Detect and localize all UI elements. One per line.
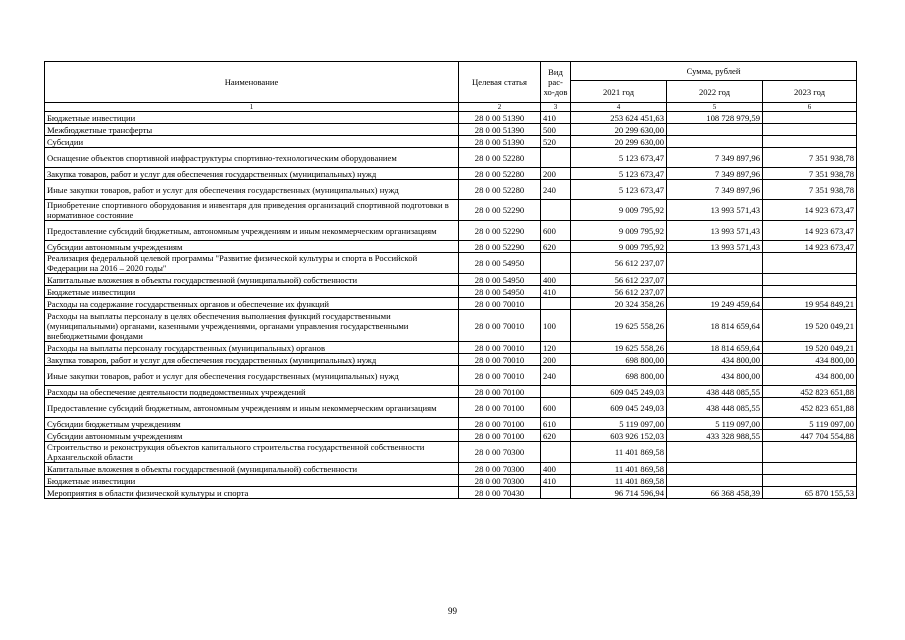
cell-2021: 5 119 097,00 <box>571 418 667 430</box>
cell-vid: 410 <box>541 286 571 298</box>
table-row <box>45 253 857 274</box>
cell-2021: 20 324 358,26 <box>571 298 667 310</box>
cell-2021: 5 123 673,47 <box>571 168 667 180</box>
cell-name: Бюджетные инвестиции <box>45 112 459 124</box>
cell-2023 <box>763 442 857 463</box>
cell-code: 28 0 00 70100 <box>459 418 541 430</box>
cell-2022: 19 249 459,64 <box>667 298 763 310</box>
cell-2022: 108 728 979,59 <box>667 112 763 124</box>
table-row <box>45 398 857 418</box>
header-sum: Сумма, рублей <box>571 62 857 81</box>
cell-2023: 14 923 673,47 <box>763 241 857 253</box>
table-row <box>45 274 857 286</box>
cell-name: Расходы на выплаты персоналу в целях обеспечения выполнения функций государственными (муниципальными) органами, казенными учреждениями, органами управления государственными внебюджетными фондами <box>45 310 459 342</box>
cell-2021: 9 009 795,92 <box>571 241 667 253</box>
table-row <box>45 310 857 342</box>
cell-name: Оснащение объектов спортивной инфраструктуры спортивно-технологическим оборудованием <box>45 148 459 168</box>
cell-code: 28 0 00 70300 <box>459 442 541 463</box>
index-cell: 5 <box>667 103 763 112</box>
cell-code: 28 0 00 52290 <box>459 241 541 253</box>
cell-code: 28 0 00 54950 <box>459 286 541 298</box>
cell-2022 <box>667 136 763 148</box>
cell-name: Закупка товаров, работ и услуг для обеспечения государственных (муниципальных) нужд <box>45 168 459 180</box>
cell-name: Закупка товаров, работ и услуг для обеспечения государственных (муниципальных) нужд <box>45 354 459 366</box>
cell-2023: 14 923 673,47 <box>763 221 857 241</box>
cell-vid: 240 <box>541 180 571 200</box>
cell-vid: 600 <box>541 221 571 241</box>
cell-code: 28 0 00 52280 <box>459 180 541 200</box>
cell-2021: 19 625 558,26 <box>571 310 667 342</box>
header-2022: 2022 год <box>667 81 763 103</box>
table-row <box>45 286 857 298</box>
cell-2022: 438 448 085,55 <box>667 386 763 398</box>
cell-2021: 11 401 869,58 <box>571 475 667 487</box>
cell-name: Субсидии автономным учреждениям <box>45 241 459 253</box>
cell-vid: 620 <box>541 241 571 253</box>
cell-code: 28 0 00 70010 <box>459 366 541 386</box>
cell-name: Бюджетные инвестиции <box>45 475 459 487</box>
cell-vid: 600 <box>541 398 571 418</box>
cell-name: Расходы на содержание государственных органов и обеспечение их функций <box>45 298 459 310</box>
cell-2023 <box>763 253 857 274</box>
cell-2023: 434 800,00 <box>763 354 857 366</box>
cell-2021: 698 800,00 <box>571 366 667 386</box>
cell-2022 <box>667 253 763 274</box>
cell-name: Предоставление субсидий бюджетным, автономным учреждениям и иным некоммерческим организациям <box>45 221 459 241</box>
cell-name: Капитальные вложения в объекты государственной (муниципальной) собственности <box>45 274 459 286</box>
header-vid: Вид рас-хо-дов <box>541 62 571 103</box>
cell-2023: 65 870 155,53 <box>763 487 857 499</box>
cell-code: 28 0 00 70100 <box>459 398 541 418</box>
cell-vid: 410 <box>541 112 571 124</box>
cell-vid: 200 <box>541 354 571 366</box>
cell-2022: 66 368 458,39 <box>667 487 763 499</box>
cell-2022: 13 993 571,43 <box>667 241 763 253</box>
index-cell: 6 <box>763 103 857 112</box>
cell-2021: 253 624 451,63 <box>571 112 667 124</box>
cell-name: Расходы на выплаты персоналу государственных (муниципальных) органов <box>45 342 459 354</box>
cell-code: 28 0 00 70010 <box>459 342 541 354</box>
cell-vid: 200 <box>541 168 571 180</box>
page-number: 99 <box>448 606 457 616</box>
cell-2023: 452 823 651,88 <box>763 398 857 418</box>
cell-2021: 56 612 237,07 <box>571 274 667 286</box>
cell-2022 <box>667 475 763 487</box>
cell-2022: 438 448 085,55 <box>667 398 763 418</box>
cell-2021: 698 800,00 <box>571 354 667 366</box>
cell-2022 <box>667 442 763 463</box>
cell-vid <box>541 298 571 310</box>
table-row <box>45 487 857 499</box>
header-code: Целевая статья <box>459 62 541 103</box>
cell-name: Мероприятия в области физической культуры и спорта <box>45 487 459 499</box>
cell-2022 <box>667 124 763 136</box>
cell-2023 <box>763 286 857 298</box>
table-row <box>45 148 857 168</box>
cell-2021: 5 123 673,47 <box>571 148 667 168</box>
cell-code: 28 0 00 70010 <box>459 298 541 310</box>
cell-vid <box>541 487 571 499</box>
cell-name: Приобретение спортивного оборудования и инвентаря для приведения организаций спортивной подготовки в нормативное состояние <box>45 200 459 221</box>
cell-2021: 56 612 237,07 <box>571 286 667 298</box>
cell-2021: 20 299 630,00 <box>571 136 667 148</box>
cell-code: 28 0 00 70300 <box>459 463 541 475</box>
cell-2022 <box>667 463 763 475</box>
index-row <box>45 103 857 112</box>
cell-code: 28 0 00 51390 <box>459 124 541 136</box>
cell-code: 28 0 00 52280 <box>459 168 541 180</box>
cell-2023 <box>763 475 857 487</box>
cell-code: 28 0 00 54950 <box>459 274 541 286</box>
cell-vid: 410 <box>541 475 571 487</box>
index-cell: 2 <box>459 103 541 112</box>
cell-2022: 18 814 659,64 <box>667 310 763 342</box>
cell-code: 28 0 00 70010 <box>459 310 541 342</box>
index-cell: 3 <box>541 103 571 112</box>
cell-2022 <box>667 274 763 286</box>
cell-name: Субсидии бюджетным учреждениям <box>45 418 459 430</box>
cell-2022: 5 119 097,00 <box>667 418 763 430</box>
cell-vid: 100 <box>541 310 571 342</box>
table-row <box>45 463 857 475</box>
cell-2023 <box>763 274 857 286</box>
cell-2022: 433 328 988,55 <box>667 430 763 442</box>
cell-code: 28 0 00 51390 <box>459 136 541 148</box>
cell-2023 <box>763 112 857 124</box>
cell-vid: 500 <box>541 124 571 136</box>
cell-2023: 7 351 938,78 <box>763 168 857 180</box>
table-row <box>45 136 857 148</box>
cell-code: 28 0 00 52290 <box>459 200 541 221</box>
cell-vid <box>541 442 571 463</box>
cell-2021: 11 401 869,58 <box>571 463 667 475</box>
cell-vid: 610 <box>541 418 571 430</box>
cell-2023: 14 923 673,47 <box>763 200 857 221</box>
table-row <box>45 241 857 253</box>
cell-name: Реализация федеральной целевой программы "Развитие физической культуры и спорта в Российской Федерации на 2016 – 2020 годы" <box>45 253 459 274</box>
cell-2023 <box>763 124 857 136</box>
cell-2022: 13 993 571,43 <box>667 221 763 241</box>
table-row <box>45 430 857 442</box>
table-row <box>45 124 857 136</box>
cell-vid <box>541 148 571 168</box>
cell-2022: 7 349 897,96 <box>667 168 763 180</box>
header-2023: 2023 год <box>763 81 857 103</box>
cell-2023: 7 351 938,78 <box>763 180 857 200</box>
cell-2022: 7 349 897,96 <box>667 148 763 168</box>
cell-2023: 19 520 049,21 <box>763 310 857 342</box>
cell-2023 <box>763 463 857 475</box>
index-cell: 1 <box>45 103 459 112</box>
cell-2021: 96 714 596,94 <box>571 487 667 499</box>
cell-vid <box>541 253 571 274</box>
cell-name: Капитальные вложения в объекты государственной (муниципальной) собственности <box>45 463 459 475</box>
cell-name: Иные закупки товаров, работ и услуг для обеспечения государственных (муниципальных) нужд <box>45 180 459 200</box>
index-cell: 4 <box>571 103 667 112</box>
table-row <box>45 342 857 354</box>
cell-code: 28 0 00 70010 <box>459 354 541 366</box>
cell-name: Строительство и реконструкция объектов капитального строительства государственной собственности Архангельской области <box>45 442 459 463</box>
cell-name: Субсидии <box>45 136 459 148</box>
cell-name: Субсидии автономным учреждениям <box>45 430 459 442</box>
cell-2023 <box>763 136 857 148</box>
cell-2023: 7 351 938,78 <box>763 148 857 168</box>
cell-2021: 609 045 249,03 <box>571 386 667 398</box>
cell-2021: 19 625 558,26 <box>571 342 667 354</box>
header-2021: 2021 год <box>571 81 667 103</box>
cell-code: 28 0 00 70100 <box>459 430 541 442</box>
cell-2023: 452 823 651,88 <box>763 386 857 398</box>
cell-vid: 520 <box>541 136 571 148</box>
cell-vid: 120 <box>541 342 571 354</box>
cell-2021: 609 045 249,03 <box>571 398 667 418</box>
cell-2022: 13 993 571,43 <box>667 200 763 221</box>
cell-2023: 19 954 849,21 <box>763 298 857 310</box>
cell-2022: 434 800,00 <box>667 366 763 386</box>
table-row <box>45 200 857 221</box>
cell-2021: 603 926 152,03 <box>571 430 667 442</box>
cell-vid <box>541 386 571 398</box>
cell-2021: 20 299 630,00 <box>571 124 667 136</box>
header-name: Наименование <box>45 62 459 103</box>
cell-2021: 11 401 869,58 <box>571 442 667 463</box>
table-row <box>45 298 857 310</box>
cell-2021: 9 009 795,92 <box>571 200 667 221</box>
table-row <box>45 168 857 180</box>
cell-2021: 56 612 237,07 <box>571 253 667 274</box>
cell-vid: 400 <box>541 463 571 475</box>
cell-name: Межбюджетные трансферты <box>45 124 459 136</box>
budget-table <box>44 61 857 499</box>
table-row <box>45 442 857 463</box>
cell-vid: 240 <box>541 366 571 386</box>
table-row <box>45 354 857 366</box>
table-row <box>45 418 857 430</box>
table-row <box>45 366 857 386</box>
table-body <box>45 112 857 499</box>
cell-code: 28 0 00 70430 <box>459 487 541 499</box>
table-row <box>45 386 857 398</box>
cell-2023: 434 800,00 <box>763 366 857 386</box>
cell-vid <box>541 200 571 221</box>
cell-name: Иные закупки товаров, работ и услуг для обеспечения государственных (муниципальных) нужд <box>45 366 459 386</box>
cell-2023: 5 119 097,00 <box>763 418 857 430</box>
table-row <box>45 112 857 124</box>
cell-vid: 620 <box>541 430 571 442</box>
cell-code: 28 0 00 52280 <box>459 148 541 168</box>
table-row <box>45 180 857 200</box>
cell-vid: 400 <box>541 274 571 286</box>
cell-2022: 434 800,00 <box>667 354 763 366</box>
cell-2021: 9 009 795,92 <box>571 221 667 241</box>
table-row <box>45 221 857 241</box>
cell-2022: 7 349 897,96 <box>667 180 763 200</box>
table-row <box>45 475 857 487</box>
cell-code: 28 0 00 70300 <box>459 475 541 487</box>
cell-code: 28 0 00 70100 <box>459 386 541 398</box>
cell-code: 28 0 00 52290 <box>459 221 541 241</box>
cell-2022 <box>667 286 763 298</box>
cell-2023: 447 704 554,88 <box>763 430 857 442</box>
cell-2022: 18 814 659,64 <box>667 342 763 354</box>
cell-2021: 5 123 673,47 <box>571 180 667 200</box>
table-header <box>45 62 857 112</box>
cell-2023: 19 520 049,21 <box>763 342 857 354</box>
cell-name: Расходы на обеспечение деятельности подведомственных учреждений <box>45 386 459 398</box>
cell-name: Предоставление субсидий бюджетным, автономным учреждениям и иным некоммерческим организациям <box>45 398 459 418</box>
cell-name: Бюджетные инвестиции <box>45 286 459 298</box>
cell-code: 28 0 00 51390 <box>459 112 541 124</box>
cell-code: 28 0 00 54950 <box>459 253 541 274</box>
